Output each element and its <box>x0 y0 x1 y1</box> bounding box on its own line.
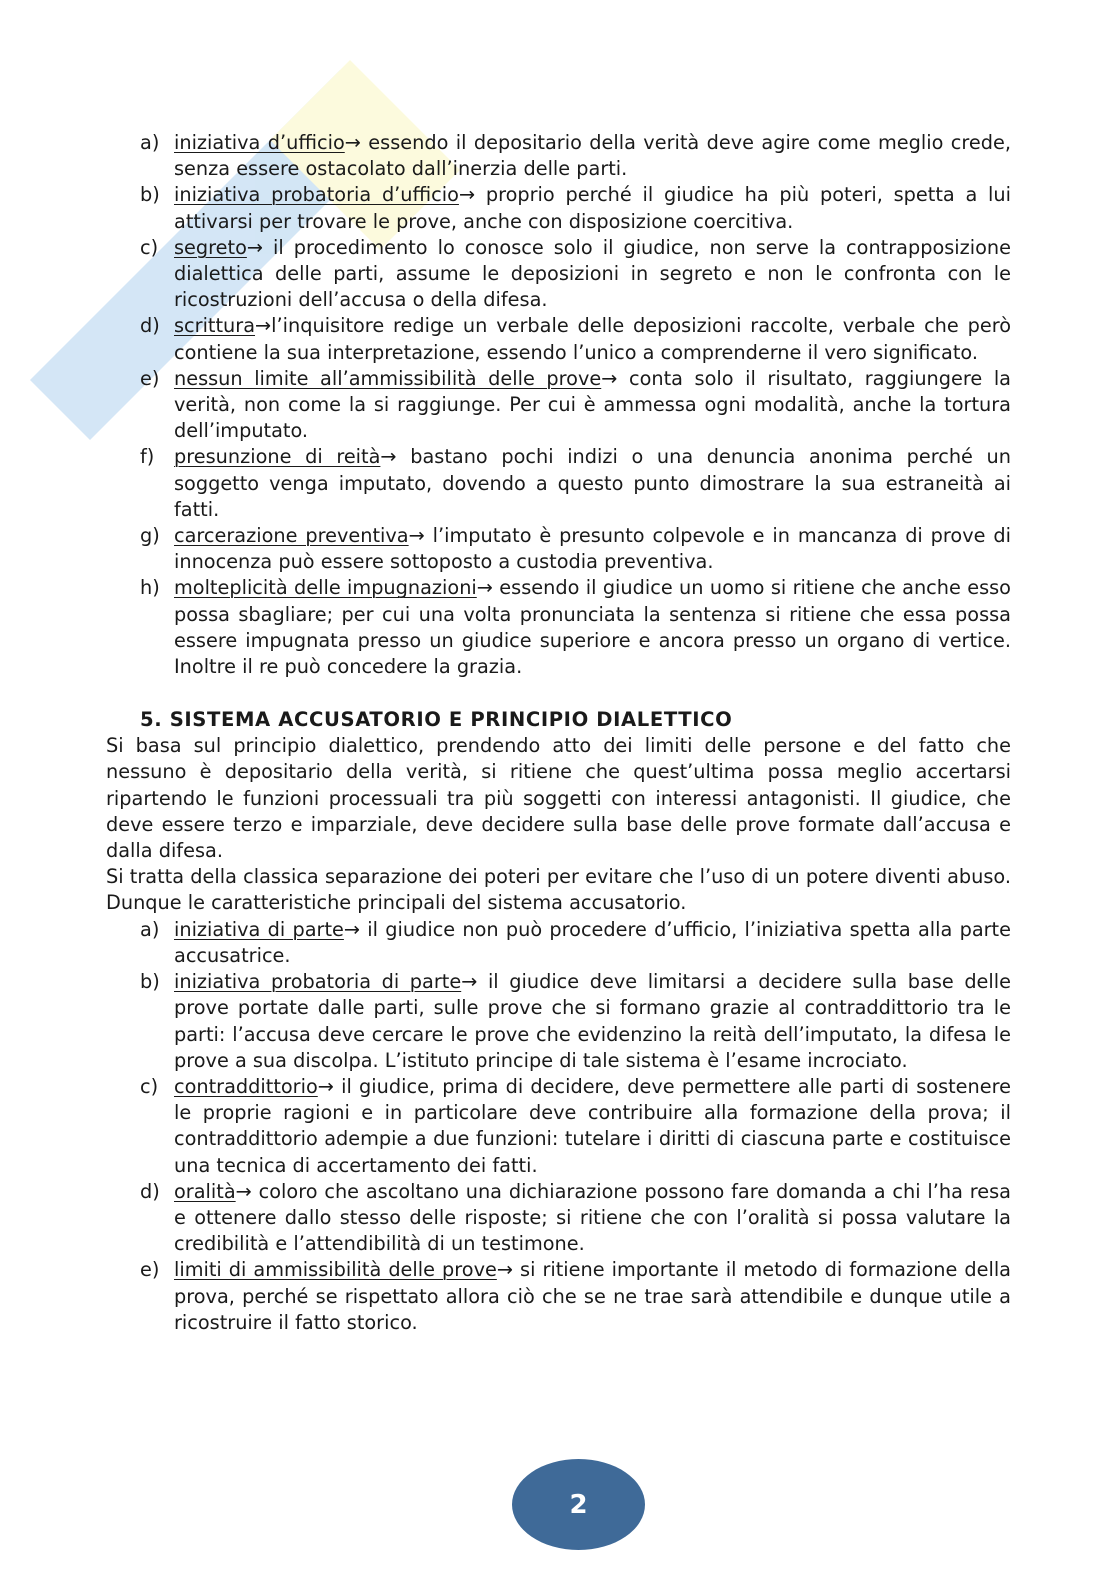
list-item <box>106 235 1011 314</box>
arrow-icon: → <box>235 1179 252 1203</box>
list-marker: e) <box>140 366 160 390</box>
list-marker: c) <box>140 235 159 259</box>
list-text: l’imputato è presunto colpevole e in mancanza di prove di innocenza può essere sottoposto a custodia preventiva. <box>174 524 1011 574</box>
list-term: nessun limite all’ammissibilità delle prove <box>174 366 602 390</box>
arrow-icon: → <box>458 183 476 207</box>
list-item <box>106 969 1011 1074</box>
list-text: proprio perché il giudice ha più poteri, spetta a lui attivarsi per trovare le prove, anche con disposizione coercitiva. <box>174 183 1011 233</box>
list-marker: a) <box>140 917 160 941</box>
list-term: carcerazione preventiva <box>174 524 409 548</box>
list-term: oralità <box>174 1179 236 1203</box>
arrow-icon: → <box>343 917 361 941</box>
list-item <box>106 313 1011 365</box>
list-marker: a) <box>140 131 160 154</box>
list-marker: d) <box>140 1179 160 1203</box>
list-item <box>106 1179 1011 1258</box>
list-item <box>106 1257 1011 1336</box>
list-item <box>106 182 1011 234</box>
list-marker: c) <box>140 1074 159 1098</box>
list-item <box>106 130 1011 182</box>
list-term: scrittura <box>174 314 256 338</box>
list-term: presunzione di reità <box>174 445 381 469</box>
arrow-icon: → <box>476 576 493 600</box>
arrow-icon: → <box>496 1258 513 1282</box>
list-marker: b) <box>140 970 160 994</box>
list-item <box>106 523 1011 575</box>
list-text: conta solo il risultato, raggiungere la verità, non come la si raggiunge. Per cui è ammessa ogni modalità, anche la tortura dell’imputato. <box>174 366 1011 443</box>
list-text: il giudice, prima di decidere, deve permettere alle parti di sostenere le proprie ragioni e in particolare deve contribuire alla formazione della prova; il contraddittorio adempie a due funzioni: tutelare i diritti di ciascuna parte e costituisce una tecnica di accertamento dei fatti. <box>174 1074 1011 1177</box>
list-marker: e) <box>140 1258 160 1282</box>
list-term: limiti di ammissibilità delle prove <box>174 1258 497 1282</box>
arrow-icon: → <box>601 366 618 390</box>
section-heading: 5. SISTEMA ACCUSATORIO E PRINCIPIO DIALETTICO <box>140 708 733 732</box>
list-marker: d) <box>140 314 160 338</box>
arrow-icon: → <box>317 1074 334 1098</box>
arrow-icon: → <box>461 970 478 994</box>
list-text: bastano pochi indizi o una denuncia anonima perché un soggetto venga imputato, dovendo a questo punto dimostrare la sua estraneità ai fatti. <box>174 445 1011 521</box>
list-term: iniziativa di parte <box>174 917 344 941</box>
list-item <box>106 1074 1011 1179</box>
list-item <box>106 575 1011 680</box>
list-text: il giudice deve limitarsi a decidere sulla base delle prove portate dalle parti, sulle prove che si formano grazie al contraddittorio tra le parti: l’accusa deve cercare le prove che evidenzino la reità dell’imputato, la difesa le prove a sua discolpa. L’istituto principe di tale sistema è l’esame incrociato. <box>174 970 1011 1072</box>
list-term: segreto <box>174 235 247 259</box>
list-term: iniziativa d’ufficio <box>174 131 345 154</box>
arrow-icon: → <box>408 524 425 548</box>
section-paragraph-2: Si tratta della classica separazione dei poteri per evitare che l’uso di un potere diventi abuso. Dunque le caratteristiche principali del sistema accusatorio. <box>106 865 1011 915</box>
arrow-icon: → <box>246 235 264 259</box>
arrow-icon: → <box>255 314 272 338</box>
document-page <box>106 130 1011 1336</box>
list-marker: g) <box>140 524 160 548</box>
list-text: coloro che ascoltano una dichiarazione possono fare domanda a chi l’ha resa e ottenere dallo stesso delle risposte; si ritiene che con l’oralità si possa valutare la credibilità e l’attendibilità di un testimone. <box>174 1179 1011 1256</box>
list-text: il procedimento lo conosce solo il giudice, non serve la contrapposizione dialettica delle parti, assume le deposizioni in segreto e non le confronta con le ricostruzioni dell’accusa o della difesa. <box>174 235 1011 312</box>
arrow-icon: → <box>344 131 361 154</box>
list-item <box>106 917 1011 969</box>
list-text: si ritiene importante il metodo di formazione della prova, perché se rispettato allora ciò che se ne trae sarà attendibile e dunque utile a ricostruire il fatto storico. <box>174 1258 1011 1334</box>
inquisitorial-features-list <box>106 130 1011 680</box>
arrow-icon: → <box>380 445 397 469</box>
page-number: 2 <box>569 1489 588 1520</box>
section-paragraph-1: Si basa sul principio dialettico, prendendo atto dei limiti delle persone e del fatto che nessuno è depositario della verità, si ritiene che quest’ultima possa meglio accertarsi ripartendo le funzioni processuali tra più soggetti con interessi antagonisti. Il giudice, che deve essere terzo e imparziale, deve decidere sulla base delle prove formate dall’accusa e dalla difesa. <box>106 734 1011 863</box>
list-term: contraddittorio <box>174 1074 318 1098</box>
list-text: l’inquisitore redige un verbale delle deposizioni raccolte, verbale che però contiene la sua interpretazione, essendo l’unico a comprenderne il vero significato. <box>174 314 1011 364</box>
list-marker: f) <box>140 445 155 469</box>
list-marker: b) <box>140 183 160 207</box>
page-number-badge <box>512 1459 645 1550</box>
list-text: il giudice non può procedere d’ufficio, l’iniziativa spetta alla parte accusatrice. <box>174 917 1011 967</box>
list-item <box>106 366 1011 445</box>
accusatorial-features-list <box>106 917 1011 1336</box>
list-term: iniziativa probatoria di parte <box>174 970 462 994</box>
list-text: essendo il depositario della verità deve agire come meglio crede, senza essere ostacolato dall’inerzia delle parti. <box>174 131 1011 181</box>
list-term: molteplicità delle impugnazioni <box>174 576 477 600</box>
list-text: essendo il giudice un uomo si ritiene che anche esso possa sbagliare; per cui una volta pronunciata la sentenza si ritiene che essa possa essere impugnata presso un giudice superiore e ancora presso un organo di vertice. Inoltre il re può concedere la grazia. <box>174 576 1011 679</box>
list-marker: h) <box>140 576 160 600</box>
list-term: iniziativa probatoria d’ufficio <box>174 183 459 207</box>
list-item <box>106 444 1011 523</box>
